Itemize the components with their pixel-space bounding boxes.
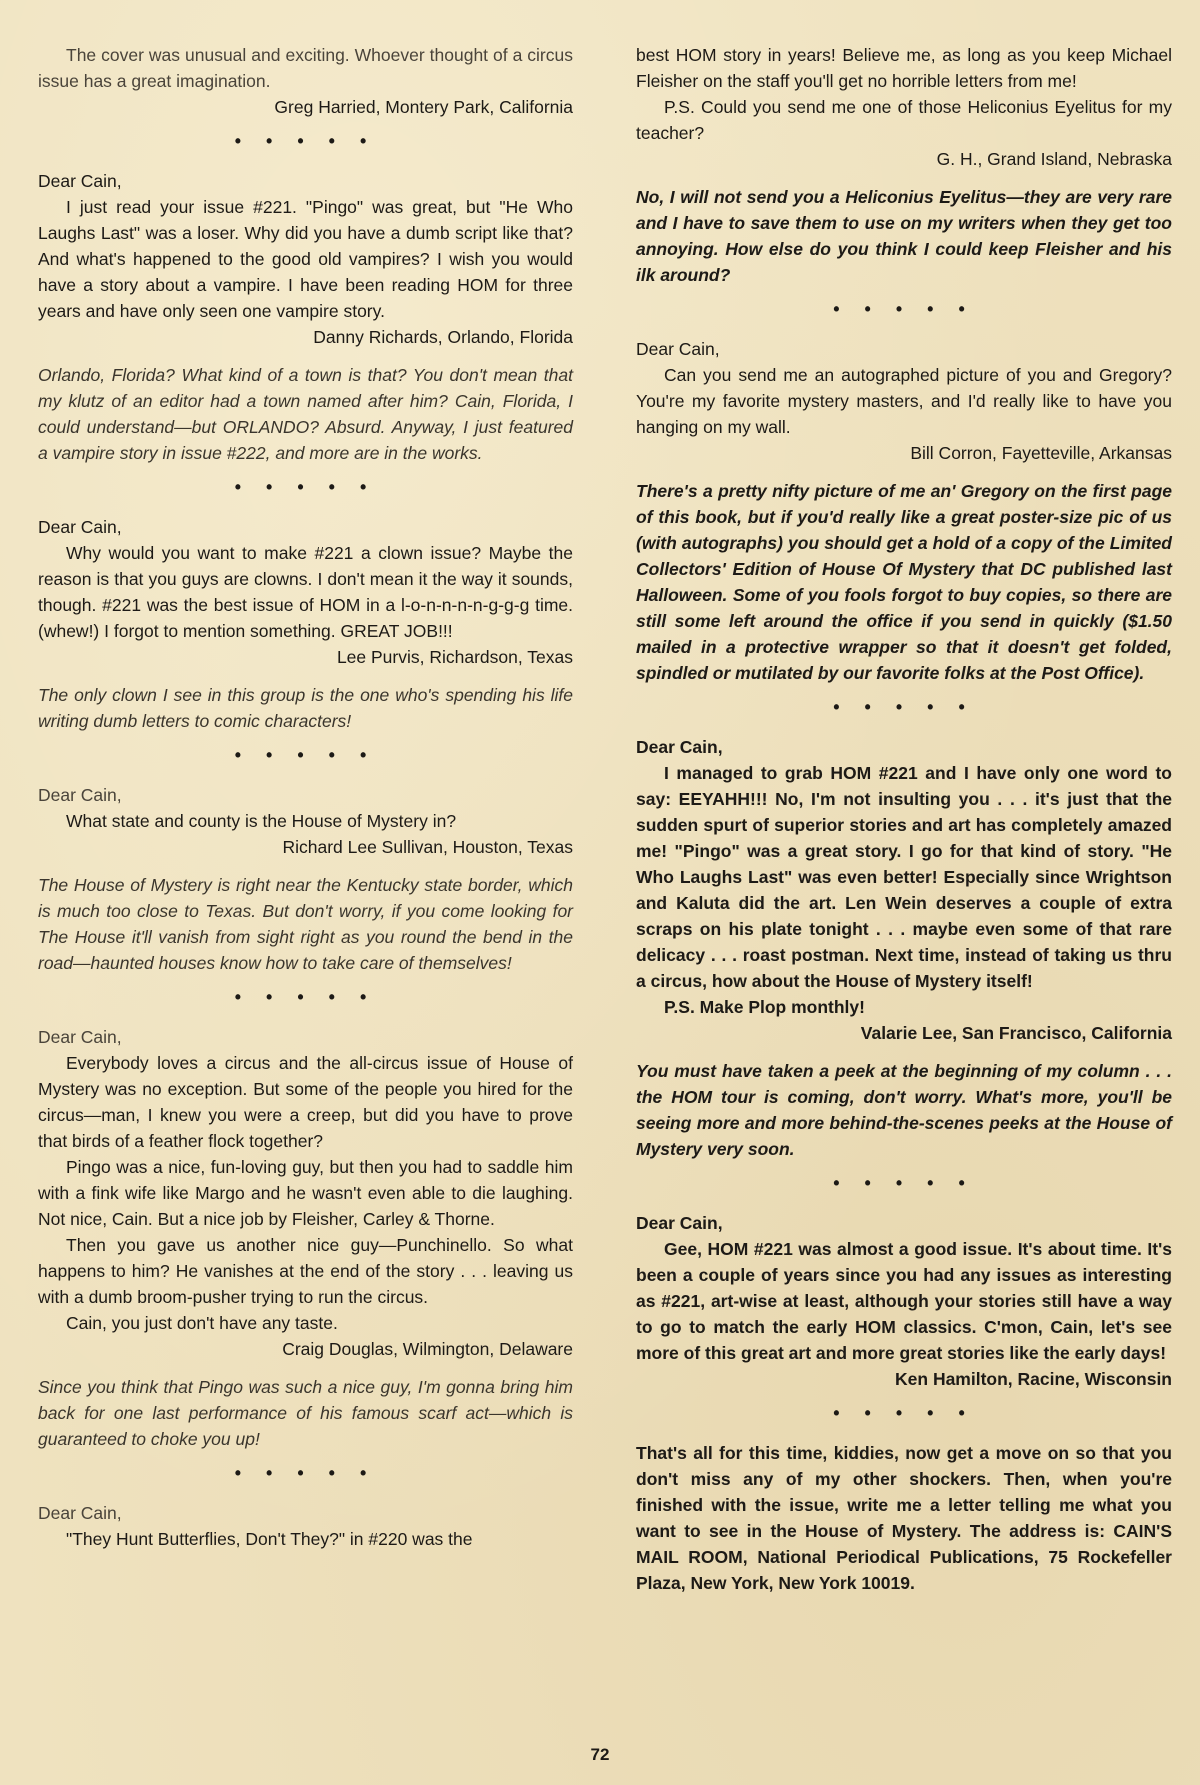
letter-salutation: Dear Cain, [636, 339, 720, 359]
page-number: 72 [590, 1745, 610, 1764]
letter-body: What state and county is the House of Mystery in? [66, 811, 457, 831]
letter-salutation: Dear Cain, [636, 737, 723, 757]
letter-body: Gee, HOM #221 was almost a good issue. It's about time. It's been a couple of years since you had any issues as interesting as #221, art-wise at least, although your stories still have a way to go to match the early HOM classics. C'mon, Cain, let's see more of this great art and more great stories like the early days! [636, 1239, 1172, 1363]
cain-reply: You must have taken a peek at the beginning of my column . . . the HOM tour is coming, don't worry. What's more, you'll be seeing more and more behind-the-scenes peeks at the House of Mystery very soon. [636, 1061, 1172, 1159]
letter-block [636, 734, 1172, 1046]
cain-reply: There's a pretty nifty picture of me an' Gregory on the first page of this book, but if you'd really like a great poster-size pic of us (with autographs) you should get a hold of a copy of the Limited Collectors' Edition of House Of Mystery that DC published last Halloween. Some of you fools forgot to buy copies, so there are still some left around the office if you send in quickly ($1.50 mailed in a protective wrapper so that it doesn't get folded, spindled or mutilated by our favorite folks at the Post Office). [636, 481, 1172, 683]
letter-body: Everybody loves a circus and the all-circus issue of House of Mystery was no exception. But some of the people you hired for the circus—man, I knew you were a creep, but did you have to prove that birds of a feather flock together? [38, 1053, 573, 1151]
section-separator: • • • • • [833, 1173, 975, 1193]
letter-salutation: Dear Cain, [38, 517, 122, 537]
cain-reply: The House of Mystery is right near the Kentucky state border, which is much too close to Texas. But don't worry, if you come looking for The House it'll vanish from sight right as you round the bend in the road—haunted houses know how to take care of themselves! [38, 875, 573, 973]
section-separator: • • • • • [234, 987, 377, 1007]
letter-body: Then you gave us another nice guy—Punchinello. So what happens to him? He vanishes at the end of the story . . . leaving us with a dumb broom-pusher trying to run the circus. [38, 1235, 573, 1307]
letter-signature: Lee Purvis, Richardson, Texas [336, 647, 573, 667]
letter-salutation: Dear Cain, [636, 1213, 723, 1233]
cain-reply: Since you think that Pingo was such a nice guy, I'm gonna bring him back for one last performance of his famous scarf act—which is guaranteed to choke you up! [38, 1377, 573, 1449]
letter-body: Pingo was a nice, fun-loving guy, but then you had to saddle him with a fink wife like Margo and he wasn't even able to die laughing. Not nice, Cain. But a nice job by Fleisher, Carley & Thorne. [38, 1157, 573, 1229]
letter-signature: Bill Corron, Fayetteville, Arkansas [910, 443, 1172, 463]
letter-body: best HOM story in years! Believe me, as long as you keep Michael Fleisher on the staff you'll get no horrible letters from me! [636, 45, 1172, 91]
letter-signature: Danny Richards, Orlando, Florida [313, 327, 573, 347]
letter-signature: Richard Lee Sullivan, Houston, Texas [282, 837, 573, 857]
section-separator: • • • • • [234, 1463, 377, 1483]
letter-block [636, 1210, 1172, 1392]
letter-signature: Valarie Lee, San Francisco, California [860, 1023, 1172, 1043]
letter-salutation: Dear Cain, [38, 1027, 122, 1047]
section-separator: • • • • • [234, 745, 377, 765]
letter-postscript: P.S. Could you send me one of those Heliconius Eyelitus for my teacher? [636, 97, 1172, 143]
letter-signature: Craig Douglas, Wilmington, Delaware [282, 1339, 573, 1359]
letter-postscript: P.S. Make Plop monthly! [664, 997, 865, 1017]
letter-body: "They Hunt Butterflies, Don't They?" in #220 was the [66, 1529, 473, 1549]
letter-body: I managed to grab HOM #221 and I have only one word to say: EEYAHH!!! No, I'm not insulting you . . . it's just that the sudden spurt of superior stories and art has completely amazed me! "Pingo" was a great story. I go for that kind of story. "He Who Laughs Last" was even better! Especially since Wrightson and Kaluta did the art. Len Wein deserves a couple of extra scraps on his plate tonight . . . maybe even some of that rare delicacy . . . roast postman. Next time, instead of taking us thru a circus, how about the House of Mystery itself! [636, 763, 1172, 991]
section-separator: • • • • • [833, 299, 975, 319]
letter-salutation: Dear Cain, [38, 1503, 122, 1523]
letter-signature: G. H., Grand Island, Nebraska [936, 149, 1172, 169]
letter-body: I just read your issue #221. "Pingo" was great, but "He Who Laughs Last" was a loser. Why did you have a dumb script like that? And what's happened to the good old vampires? I wish you would have a story about a vampire. I have been reading HOM for three years and have only seen one vampire story. [38, 197, 573, 321]
right-column [636, 42, 1172, 1596]
letter-salutation: Dear Cain, [38, 785, 122, 805]
section-separator: • • • • • [234, 131, 377, 151]
cain-reply: Orlando, Florida? What kind of a town is that? You don't mean that my klutz of an editor had a town named after him? Cain, Florida, I could understand—but ORLANDO? Absurd. Anyway, I just featured a vampire story in issue #222, and more are in the works. [38, 365, 573, 463]
section-separator: • • • • • [234, 477, 377, 497]
letter-body: The cover was unusual and exciting. Whoever thought of a circus issue has a great imagination. [38, 45, 573, 91]
section-separator: • • • • • [833, 1403, 975, 1423]
letter-body: Cain, you just don't have any taste. [66, 1313, 338, 1333]
letter-salutation: Dear Cain, [38, 171, 122, 191]
letter-body: Can you send me an autographed picture of you and Gregory? You're my favorite mystery masters, and I'd really like to have you hanging on my wall. [636, 365, 1172, 437]
cain-reply: No, I will not send you a Heliconius Eyelitus—they are very rare and I have to save them to use on my writers when they get too annoying. How else do you think I could keep Fleisher and his ilk around? [636, 187, 1172, 285]
letter-signature: Greg Harried, Montery Park, California [274, 97, 573, 117]
letter-signature: Ken Hamilton, Racine, Wisconsin [895, 1369, 1172, 1389]
letter-body: Why would you want to make #221 a clown issue? Maybe the reason is that you guys are clowns. I don't mean it the way it sounds, though. #221 was the best issue of HOM in a l-o-n-n-n-n-g-g-g time. (whew!) I forgot to mention something. GREAT JOB!!! [38, 543, 573, 641]
section-separator: • • • • • [833, 697, 975, 717]
left-column [38, 42, 573, 1552]
closing-paragraph: That's all for this time, kiddies, now get a move on so that you don't miss any of my other shockers. Then, when you're finished with the issue, write me a letter telling me what you want to see in the House of Mystery. The address is: CAIN'S MAIL ROOM, National Periodical Publications, 75 Rockefeller Plaza, New York, New York 10019. [636, 1443, 1172, 1593]
cain-reply: The only clown I see in this group is the one who's spending his life writing dumb letters to comic characters! [38, 685, 573, 731]
